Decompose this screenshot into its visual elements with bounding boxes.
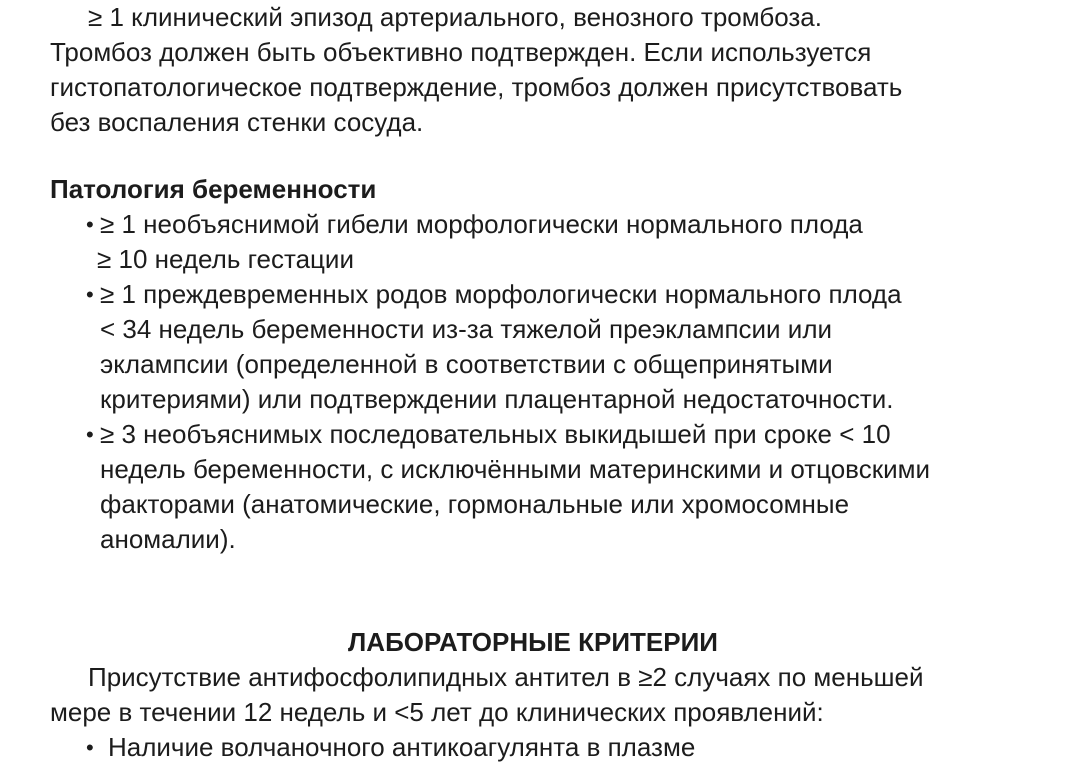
bullet-icon: • [86, 212, 94, 237]
lab-intro-paragraph [50, 660, 1050, 730]
intro-line: Тромбоз должен быть объективно подтвержден. Если используется [50, 37, 872, 67]
list-item-line: эклампсии (определенной в соответствии с общепринятыми [100, 349, 833, 379]
list-item [50, 730, 1050, 765]
list-item-line: ≥ 1 преждевременных родов морфологически нормального плода [100, 279, 902, 309]
lab-intro-line: Присутствие антифосфолипидных антител в ≥2 случаях по меньшей [88, 662, 924, 692]
intro-line: ≥ 1 клинический эпизод артериального, венозного тромбоза. [88, 2, 822, 32]
intro-line: гистопатологическое подтверждение, тромбоз должен присутствовать [50, 72, 903, 102]
list-item [50, 207, 1050, 277]
list-item [50, 417, 1050, 557]
bullet-icon: • [86, 735, 94, 760]
list-item-line: ≥ 1 необъяснимой гибели морфологически нормального плода [100, 209, 863, 239]
bullet-icon: • [86, 282, 94, 307]
spacer [50, 140, 1050, 172]
list-item-line: недель беременности, с исключёнными материнскими и отцовскими [100, 454, 930, 484]
pregnancy-list [50, 207, 1050, 557]
list-item-label: Наличие волчаночного антикоагулянта в плазме [108, 732, 696, 762]
lab-intro-line: мере в течении 12 недель и <5 лет до клинических проявлений: [50, 697, 824, 727]
intro-line: без воспаления стенки сосуда. [50, 107, 424, 137]
list-item-line: факторами (анатомические, гормональные или хромосомные [100, 489, 850, 519]
lab-list [50, 730, 1050, 765]
list-item-line: аномалии). [100, 524, 236, 554]
document-page [50, 0, 1050, 765]
spacer [50, 557, 1050, 625]
bullet-icon: • [86, 422, 94, 447]
list-item [50, 277, 1050, 417]
list-item-line: < 34 недель беременности из-за тяжелой преэклампсии или [100, 314, 833, 344]
list-item-line: ≥ 3 необъяснимых последовательных выкидышей при сроке < 10 [100, 419, 891, 449]
section-heading-lab: ЛАБОРАТОРНЫЕ КРИТЕРИИ [348, 627, 718, 657]
section-heading-pregnancy: Патология беременности [50, 174, 377, 204]
intro-paragraph [50, 0, 1050, 140]
list-item-line: критериями) или подтверждении плацентарной недостаточности. [100, 384, 894, 414]
list-item-line: ≥ 10 недель гестации [97, 244, 354, 274]
